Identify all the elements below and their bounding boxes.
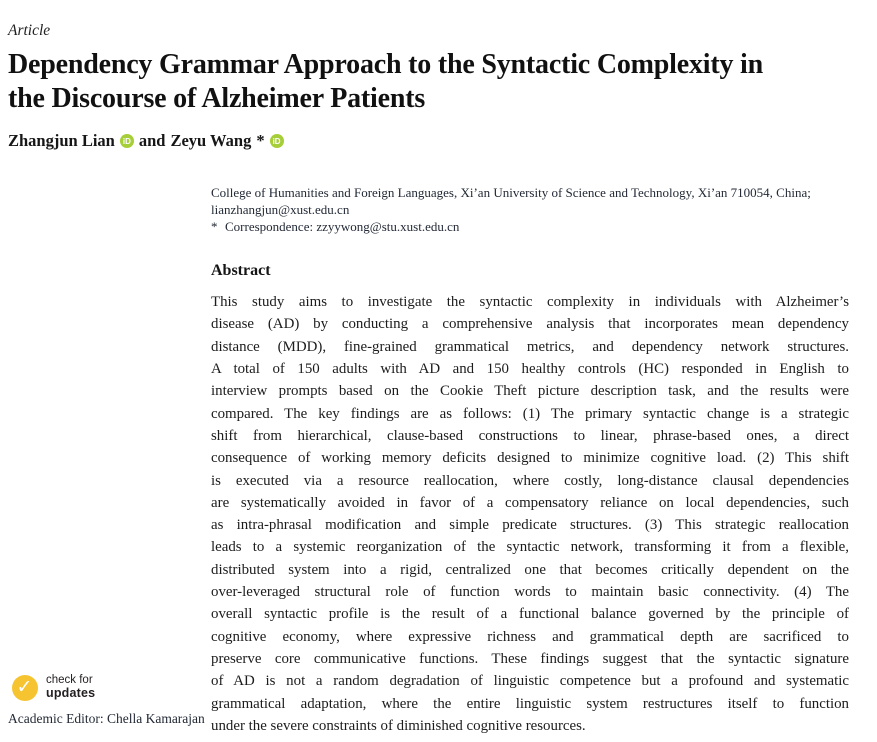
abstract-line: cognitive economy, where expressive richness and grammatical depth are sacrificed to [211,628,849,645]
badge-line-1: check for [46,674,93,686]
abstract-line: as intra-phrasal modification and simple predicate structures. (3) This strategic reallocation [211,517,849,534]
abstract-line: This study aims to investigate the syntactic complexity in individuals with Alzheimer’s [211,294,849,310]
paper-title [8,48,877,116]
abstract-line: leads to a systemic reorganization of the syntactic network, transforming it from a flexible, [211,539,849,556]
abstract-body [211,291,849,737]
abstract-line: over-leveraged structural role of function words to maintain basic connectivity. (4) The [211,584,849,601]
abstract-line: grammatical adaptation, where the entire linguistic system restructures itself to function [211,695,849,712]
abstract-line: compared. The key findings are as follows: (1) The primary syntactic change is a strategic [211,405,849,422]
correspondence-label: Correspondence: [225,219,314,234]
affiliation-line: College of Humanities and Foreign Languages, Xi’an University of Science and Technology, Xi’an 710054, China; [211,185,811,200]
abstract-line: are systematically avoided in favor of a compensatory reliance on local dependencies, such [211,494,849,511]
abstract-line: preserve core communicative functions. These findings suggest that the syntactic signature [211,651,849,667]
abstract-line: overall syntactic profile is the result of a functional balance governed by the principle of [211,606,849,623]
abstract-line: disease (AD) by conducting a comprehensive analysis that incorporates mean dependency [211,316,849,333]
paper-title-line-2: the Discourse of Alzheimer Patients [8,83,426,114]
abstract-line: shift from hierarchical, clause-based constructions to linear, phrase-based ones, a direct [211,427,849,444]
badge-line-2: updates [46,686,96,700]
orcid-icon[interactable]: iD [270,134,284,148]
orcid-icon[interactable]: iD [120,134,134,148]
paper-title-line-1: Dependency Grammar Approach to the Syntactic Complexity in [8,49,763,80]
abstract-line: A total of 150 adults with AD and 150 healthy controls (HC) responded in English to [211,360,849,377]
check-for-updates-circle [12,675,38,701]
abstract-heading: Abstract [211,262,271,279]
check-icon: ✓ [16,676,33,698]
author-name-2: Zeyu Wang [170,131,252,150]
article-type-label: Article [8,22,51,39]
abstract-line: of AD is not a random degradation of linguistic competence but a profound and systematic [211,673,849,690]
abstract-line: under the severe constraints of diminished cognitive resources. [211,717,586,734]
academic-editor-line: Academic Editor: Chella Kamarajan [8,711,205,726]
correspondence-email[interactable]: zzyywong@stu.xust.edu.cn [316,219,460,234]
corresponding-author-marker: * [256,131,265,150]
author-name-1: Zhangjun Lian [8,131,115,150]
author-byline [8,131,284,151]
abstract-line: distributed system into a rigid, centralized one that becomes critically dependent on the [211,561,849,578]
correspondence-marker: * [211,219,218,234]
affiliation-block [211,184,849,235]
check-for-updates-badge[interactable] [12,674,95,701]
check-for-updates-label [46,674,95,701]
abstract-line: consequence of working memory deficits designed to minimize cognitive load. (2) This shift [211,450,849,467]
abstract-line: distance (MDD), fine-grained grammatical metrics, and dependency network structures. [211,338,849,355]
author-connector: and [138,131,166,150]
abstract-line: is executed via a resource reallocation, where costly, long-distance clausal dependencies [211,472,849,489]
abstract-line: interview prompts based on the Cookie Theft picture description task, and the results were [211,383,849,400]
affiliation-email[interactable]: lianzhangjun@xust.edu.cn [211,202,350,217]
correspondence-line [211,218,849,235]
